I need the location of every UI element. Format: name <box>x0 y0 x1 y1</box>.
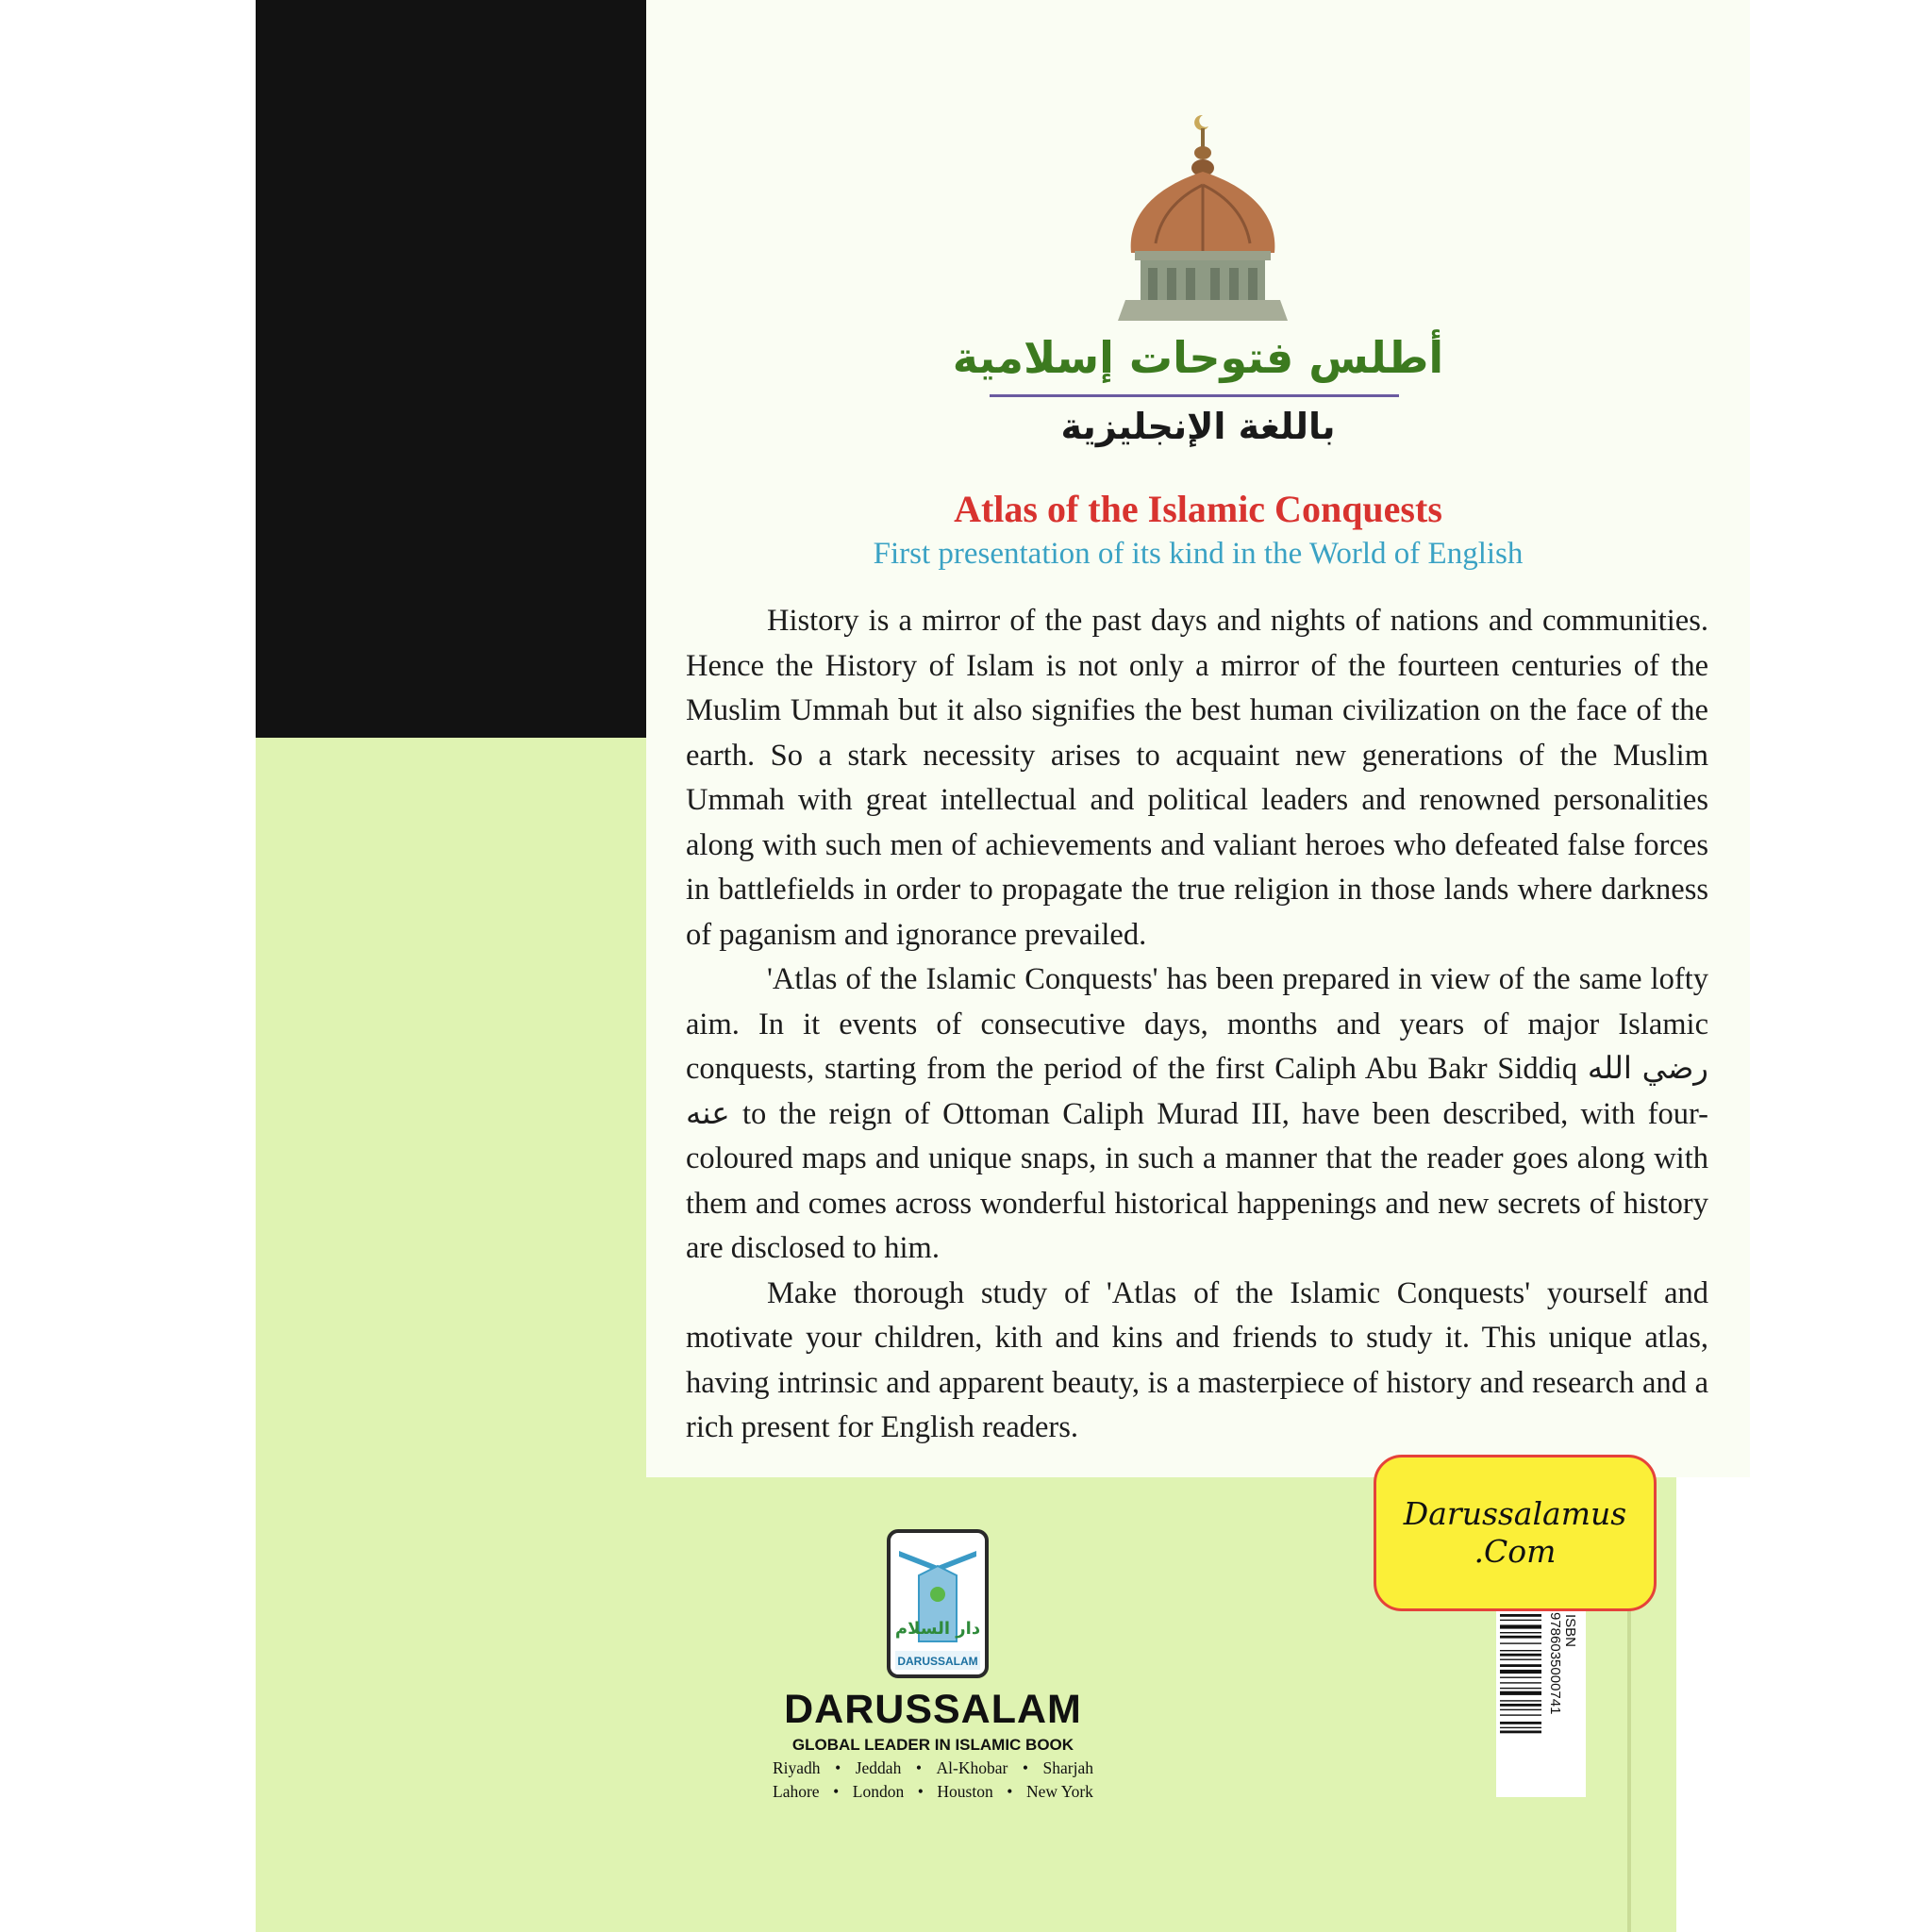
text-panel <box>646 0 1750 1477</box>
barcode-bar <box>1500 1659 1541 1660</box>
title-underline <box>990 394 1399 397</box>
city: Sharjah <box>1042 1758 1093 1777</box>
website-badge <box>1374 1455 1657 1611</box>
logo-label: DARUSSALAM <box>897 1655 978 1668</box>
city: London <box>852 1782 905 1801</box>
isbn-number: 9786035000741 <box>1547 1612 1563 1715</box>
darussalam-logo-icon <box>886 1528 990 1679</box>
book-subtitle: First presentation of its kind in the World of English <box>873 537 1524 571</box>
barcode-bar <box>1500 1677 1541 1678</box>
barcode-bar <box>1500 1670 1541 1674</box>
barcode-bar <box>1500 1731 1541 1734</box>
separator-dot: • <box>917 1782 924 1801</box>
city: Jeddah <box>855 1758 902 1777</box>
isbn-label: ISBN <box>1562 1614 1578 1648</box>
separator-dot: • <box>1022 1758 1028 1777</box>
separator-dot: • <box>915 1758 922 1777</box>
separator-dot: • <box>835 1758 841 1777</box>
arabic-subtitle: باللغة الإنجليزية <box>1060 406 1336 447</box>
separator-dot: • <box>833 1782 840 1801</box>
city: Houston <box>937 1782 993 1801</box>
barcode-bar <box>1500 1632 1541 1633</box>
publisher-tagline: GLOBAL LEADER IN ISLAMIC BOOK <box>791 1736 1074 1754</box>
barcode-bar <box>1500 1614 1541 1617</box>
city: Lahore <box>773 1782 820 1801</box>
barcode-bar <box>1500 1620 1541 1621</box>
barcode-bar <box>1500 1704 1541 1707</box>
cities-row <box>773 1782 1093 1806</box>
mosque-dome-image <box>1118 111 1288 321</box>
barcode-bar <box>1500 1642 1541 1643</box>
barcode-bar <box>1500 1664 1541 1667</box>
barcode-bar <box>1500 1709 1541 1710</box>
book-title: Atlas of the Islamic Conquests <box>954 488 1442 530</box>
badge-line-2: .Com <box>1474 1533 1557 1570</box>
blurb-paragraph: History is a mirror of the past days and nights of nations and communities. Hence the History of Islam is not only a mirror of the fourteen centuries of the Muslim Ummah but it also signifies the best human civilization on the face of the earth. So a stark necessity arises to acquaint new generations of the Muslim Ummah with great intellectual and political leaders and renowned personalities along with such men of achievements and valiant heroes who defeated false forces in battlefields in order to propagate the true religion in those lands where darkness of paganism and ignorance prevailed. <box>686 604 1708 952</box>
barcode-bar <box>1500 1682 1541 1683</box>
city: Riyadh <box>773 1758 821 1777</box>
blurb <box>686 599 1708 1451</box>
barcode-bar <box>1500 1624 1541 1628</box>
cities-row <box>773 1758 1093 1782</box>
barcode-bar <box>1500 1722 1541 1724</box>
publisher-name: DARUSSALAM <box>784 1687 1082 1732</box>
barcode-bar <box>1500 1654 1541 1657</box>
blurb-paragraph: Make thorough study of 'Atlas of the Islamic Conquests' yourself and motivate your children, kith and kins and friends to study it. This unique atlas, having intrinsic and apparent beauty, is a masterpiece of history and research and a rich present for English readers. <box>686 1275 1708 1444</box>
city: Al-Khobar <box>936 1758 1008 1777</box>
isbn-barcode <box>1496 1608 1586 1797</box>
barcode-bar <box>1500 1691 1541 1695</box>
barcode-bar <box>1500 1714 1541 1715</box>
barcode-bar <box>1500 1688 1541 1689</box>
badge-line-1: Darussalamus <box>1403 1495 1627 1532</box>
city: New York <box>1025 1782 1093 1801</box>
barcode-bar <box>1500 1700 1541 1701</box>
logo-arabic-text: دار السلام <box>894 1619 981 1639</box>
book-back-cover <box>256 0 1708 1932</box>
barcode-bar <box>1500 1727 1541 1728</box>
barcode-bar <box>1500 1650 1541 1651</box>
publisher-cities <box>773 1758 1093 1806</box>
arabic-title: أطلس فتوحات إسلامية <box>952 332 1444 383</box>
barcode-bar <box>1500 1636 1541 1639</box>
blurb-paragraph: 'Atlas of the Islamic Conquests' has been prepared in view of the same lofty aim. In it events of consecutive days, months and years of major Islamic conquests, starting from the period of the first Caliph Abu Bakr Siddiq رضي الله عنه to the reign of Ottoman Caliph Murad III, have been described, with four-coloured maps and unique snaps, in such a manner that the reader goes along with them and comes across wonderful historical happenings and new secrets of history are disclosed to him. <box>686 962 1708 1265</box>
separator-dot: • <box>1007 1782 1013 1801</box>
